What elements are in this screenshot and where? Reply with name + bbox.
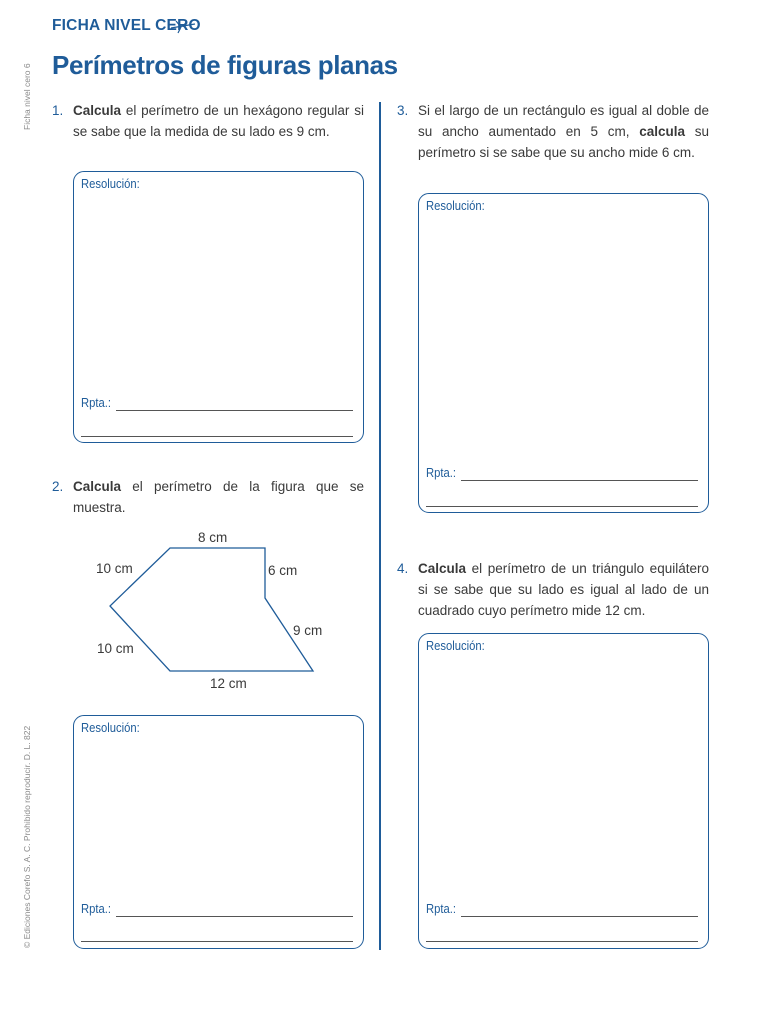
problem-number: 3. [397,103,409,118]
resolution-box-2[interactable] [73,715,364,949]
answer-label: Rpta.: [426,902,457,916]
answer-line[interactable] [81,941,353,942]
section-label: FICHA NIVEL CERO [52,17,201,34]
resolution-label: Resolución: [81,721,140,735]
answer-line[interactable] [461,480,698,481]
problem-text: el perímetro de un hexágono regular si se sabe que la medida de su lado es 9 cm. [73,103,364,139]
problem-1 [52,100,364,142]
resolution-label: Resolución: [81,177,140,191]
answer-line[interactable] [461,916,698,917]
label-right-top: 6 cm [268,563,298,578]
answer-line[interactable] [116,916,353,917]
problem-number: 4. [397,561,409,576]
answer-line[interactable] [426,506,698,507]
label-right-slant: 9 cm [293,623,323,638]
resolution-label: Resolución: [426,199,485,213]
problem-number: 2. [52,479,64,494]
problem-text: su perímetro si se sabe que su ancho mide 6 cm. [418,124,709,160]
problem-3 [397,100,709,163]
problem-2 [52,476,364,518]
problem-keyword: Calcula [418,561,467,576]
answer-label: Rpta.: [81,902,112,916]
problem-keyword: Calcula [73,103,122,118]
polygon-figure [88,526,338,698]
bird-icon [170,19,196,35]
label-top: 8 cm [198,530,228,545]
problem-text: el perímetro de un triángulo equilátero si se sabe que su lado es igual al lado de un cuadrado cuyo perímetro mide 12 cm. [418,561,709,618]
label-lower-left: 10 cm [97,641,134,656]
problem-4 [397,558,709,621]
resolution-box-1[interactable] [73,171,364,443]
resolution-label: Resolución: [426,639,485,653]
label-bottom: 12 cm [210,676,247,691]
problem-keyword: Calcula [73,479,122,494]
problem-keyword: calcula [639,124,685,139]
resolution-box-4[interactable] [418,633,709,949]
answer-line[interactable] [81,436,353,437]
label-upper-left: 10 cm [96,561,133,576]
problem-text: el perímetro de la figura que se muestra. [73,479,364,515]
copyright-text: © Ediciones Corefo S. A. C. Prohibido reproducir. D. L. 822 [22,725,32,948]
page-title: Perímetros de figuras planas [52,50,398,80]
problem-text: Si el largo de un rectángulo es igual al doble de su ancho aumentado en 5 cm, [418,103,709,139]
answer-label: Rpta.: [426,466,457,480]
side-top-text: Ficha nivel cero 6 [22,63,32,130]
problem-number: 1. [52,103,64,118]
answer-line[interactable] [426,941,698,942]
answer-label: Rpta.: [81,396,112,410]
resolution-box-3[interactable] [418,193,709,513]
column-divider [379,102,381,950]
answer-line[interactable] [116,410,353,411]
